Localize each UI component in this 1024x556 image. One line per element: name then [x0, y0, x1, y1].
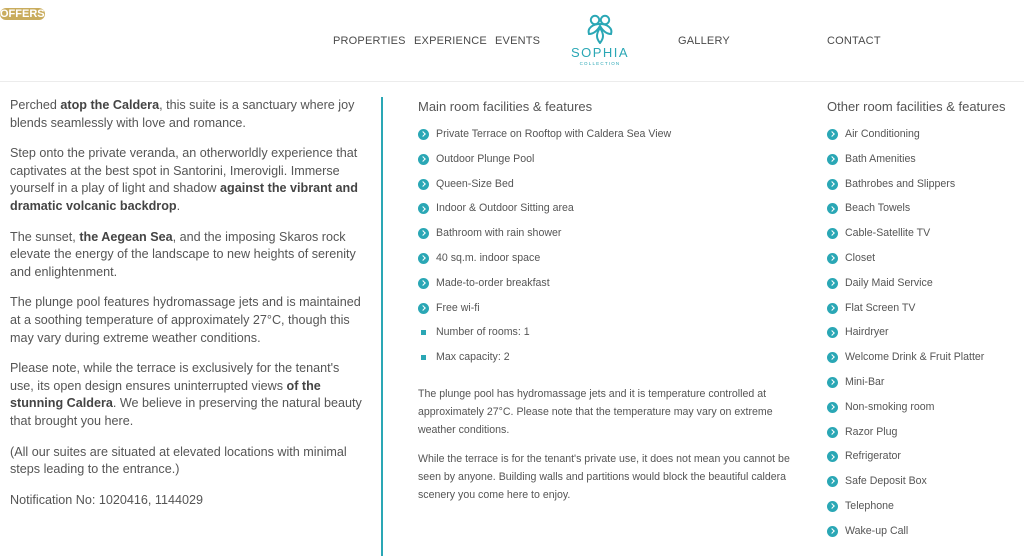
- site-logo[interactable]: [566, 14, 634, 72]
- feature-item: Safe Deposit Box: [827, 475, 1024, 500]
- chevron-circle-icon: [418, 203, 429, 214]
- feature-item: Razor Plug: [827, 426, 1024, 451]
- feature-item: Non-smoking room: [827, 401, 1024, 426]
- feature-item: Private Terrace on Rooftop with Caldera Sea View: [418, 128, 798, 153]
- feature-item: Free wi-fi: [418, 302, 798, 327]
- chevron-circle-icon: [827, 451, 838, 462]
- chevron-circle-icon: [827, 303, 838, 314]
- feature-item: Indoor & Outdoor Sitting area: [418, 202, 798, 227]
- chevron-circle-icon: [827, 154, 838, 165]
- chevron-circle-icon: [418, 278, 429, 289]
- column-divider: [381, 97, 383, 556]
- square-bullet-icon: [421, 355, 426, 360]
- square-bullet-icon: [421, 330, 426, 335]
- description-paragraph: The sunset, the Aegean Sea, and the imposing Skaros rock elevate the energy of the landscape to new heights of serenity and enlightenment.: [10, 229, 356, 279]
- chevron-circle-icon: [827, 129, 838, 140]
- feature-item: Closet: [827, 252, 1024, 277]
- feature-item: Bathrobes and Slippers: [827, 178, 1024, 203]
- feature-item: 40 sq.m. indoor space: [418, 252, 798, 277]
- offers-button[interactable]: OFFERS: [0, 8, 45, 20]
- chevron-circle-icon: [827, 427, 838, 438]
- chevron-circle-icon: [827, 327, 838, 338]
- chevron-circle-icon: [418, 179, 429, 190]
- feature-item: Air Conditioning: [827, 128, 1024, 153]
- feature-item: Bath Amenities: [827, 153, 1024, 178]
- site-header: [0, 0, 1024, 82]
- feature-item: Cable-Satellite TV: [827, 227, 1024, 252]
- feature-item: Wake-up Call: [827, 525, 1024, 550]
- feature-item: Made-to-order breakfast: [418, 277, 798, 302]
- notification-number: Notification No: 1020416, 1144029: [10, 492, 204, 507]
- room-info-item: Number of rooms: 1: [418, 326, 798, 351]
- chevron-circle-icon: [418, 129, 429, 140]
- chevron-circle-icon: [827, 203, 838, 214]
- feature-item: Hairdryer: [827, 326, 1024, 351]
- chevron-circle-icon: [418, 303, 429, 314]
- nav-gallery[interactable]: GALLERY: [678, 35, 730, 47]
- terrace-privacy-note: While the terrace is for the tenant's private use, it does not mean you cannot be seen by anyone. Building walls and partitions would block the beautiful caldera scenery you come here to enjoy.: [418, 452, 790, 501]
- nav-events[interactable]: EVENTS: [495, 35, 541, 47]
- feature-item: Mini-Bar: [827, 376, 1024, 401]
- description-paragraph: Step onto the private veranda, an otherworldly experience that captivates at the best spot in Santorini, Imerovigli. Immerse yourself in a play of light and shadow against the vibrant and dramatic volcanic backdrop.: [10, 146, 358, 213]
- chevron-circle-icon: [418, 228, 429, 239]
- chevron-circle-icon: [827, 402, 838, 413]
- chevron-circle-icon: [827, 476, 838, 487]
- logo-name: SOPHIA: [570, 45, 630, 60]
- chevron-circle-icon: [827, 377, 838, 388]
- feature-item: Beach Towels: [827, 202, 1024, 227]
- other-features-list: [827, 128, 1024, 550]
- other-features-section: [827, 99, 1024, 550]
- chevron-circle-icon: [418, 253, 429, 264]
- other-features-title: Other room facilities & features: [827, 99, 1006, 114]
- feature-item: Queen-Size Bed: [418, 178, 798, 203]
- chevron-circle-icon: [827, 179, 838, 190]
- feature-item: Outdoor Plunge Pool: [418, 153, 798, 178]
- description-paragraph: The plunge pool features hydromassage jets and is maintained at a soothing temperature of approximately 27°C, though this may vary during extreme weather conditions.: [10, 295, 361, 345]
- room-info-item: Max capacity: 2: [418, 351, 798, 376]
- nav-properties[interactable]: PROPERTIES: [333, 35, 406, 47]
- chevron-circle-icon: [827, 278, 838, 289]
- description-paragraph: (All our suites are situated at elevated locations with minimal steps leading to the entrance.): [10, 444, 347, 477]
- description-paragraph: Please note, while the terrace is exclusively for the tenant's use, its open design ensures uninterrupted views of the stunning Caldera. We believe in preserving the natural beauty that brought you here.: [10, 361, 362, 428]
- main-features-list: [418, 128, 798, 376]
- plunge-pool-note: The plunge pool has hydromassage jets and it is temperature controlled at approximately 27°C. Please note that the temperature may vary on extreme weather conditions.: [418, 387, 773, 436]
- main-features-section: [418, 99, 798, 504]
- chevron-circle-icon: [827, 228, 838, 239]
- feature-item: Welcome Drink & Fruit Platter: [827, 351, 1024, 376]
- feature-item: Flat Screen TV: [827, 302, 1024, 327]
- feature-item: Bathroom with rain shower: [418, 227, 798, 252]
- feature-item: Daily Maid Service: [827, 277, 1024, 302]
- chevron-circle-icon: [827, 526, 838, 537]
- sophia-lotus-logo-icon: [583, 14, 617, 44]
- suite-description: [10, 97, 365, 522]
- description-paragraph: Perched atop the Caldera, this suite is a sanctuary where joy blends seamlessly with love and romance.: [10, 98, 355, 130]
- nav-experience[interactable]: EXPERIENCE: [414, 35, 487, 47]
- chevron-circle-icon: [418, 154, 429, 165]
- nav-contact[interactable]: CONTACT: [827, 35, 881, 47]
- feature-item: Refrigerator: [827, 450, 1024, 475]
- chevron-circle-icon: [827, 501, 838, 512]
- feature-item: Telephone: [827, 500, 1024, 525]
- chevron-circle-icon: [827, 352, 838, 363]
- logo-subtitle: COLLECTION: [579, 61, 621, 66]
- chevron-circle-icon: [827, 253, 838, 264]
- main-features-title: Main room facilities & features: [418, 99, 593, 114]
